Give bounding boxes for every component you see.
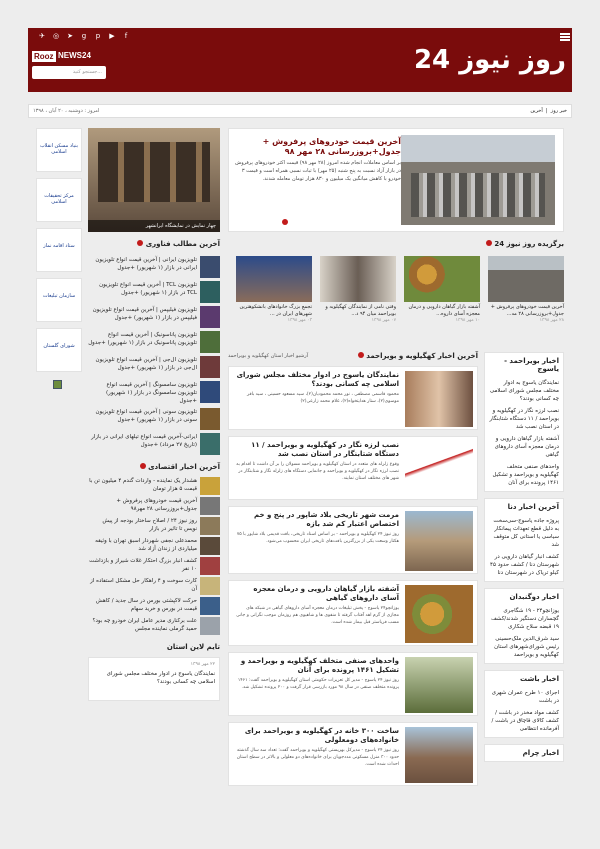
featured-item[interactable] — [236, 256, 312, 323]
featured-title: برگزیده روز نیوز 24 — [228, 240, 564, 248]
news-title: نمایندگان یاسوج در ادوار مختلف مجلس شورای اسلامی چه کسانی بودند؟ — [236, 371, 399, 388]
economy-item[interactable] — [88, 597, 220, 615]
news-title: واحدهای صنفی متخلف کهگیلویه و بویراحمد و تشکیل ۱۴۶۱ پرونده برای آنان — [240, 657, 399, 674]
nav-item-khabar-rooz[interactable]: خبر روز — [550, 108, 567, 114]
tech-item[interactable] — [88, 281, 220, 303]
menu-icon[interactable] — [560, 33, 570, 41]
economy-item-text: آخرین قیمت خودروهای پرفروش + جدول+بروزرسانی ۲۸ مهر۹۸ — [116, 498, 197, 512]
timeline-date: ۲۲ مهر ۱۳۹۸ — [190, 662, 215, 667]
main-news-title: آخرین اخبار کهگیلویه و بویراحمد — [358, 352, 478, 360]
dogonbadan-news-box — [484, 588, 564, 664]
facebook-icon[interactable]: f — [124, 32, 128, 40]
charam-title: اخبار چرام — [522, 749, 559, 757]
tech-title: آخرین مطالب فناوری — [88, 240, 220, 248]
economy-title: آخرین اخبار اقتصادی — [88, 463, 220, 471]
featured-item-date: ۲۸ مهر ۱۳۹۸ — [539, 318, 564, 323]
dena-item[interactable]: کشف انبار گیاهان دارویی در شهرستان دنا / کشف حدود ۴۵ کیلو تریاک در شهرستان دنا — [490, 554, 559, 576]
tech-item[interactable] — [88, 306, 220, 328]
economy-thumb — [200, 577, 220, 595]
ad-banner-2[interactable]: مرکز تحقیقات اسلامی — [36, 178, 82, 222]
economy-item[interactable] — [88, 477, 220, 495]
economy-item[interactable] — [88, 497, 220, 515]
featured-item-title: آشفته بازار گیاهان دارویی و درمان معجزه آسای داروه... — [408, 304, 480, 317]
tech-item[interactable] — [88, 331, 220, 353]
store-photo[interactable] — [88, 128, 220, 232]
ad-banner-5[interactable]: شورای گلستان — [36, 328, 82, 372]
tech-list — [88, 256, 220, 455]
timeline-title: تایم لاین استان — [166, 643, 220, 651]
site-brand[interactable]: روز نیوز 24 — [413, 45, 566, 75]
economy-item-text: هشدار یک نماینده - واردات گندم ۴ میلیون تن با قیمت ۵ هزار تومان — [89, 478, 197, 492]
tech-item[interactable] — [88, 408, 220, 430]
economy-item[interactable] — [88, 617, 220, 635]
dena-title: آخرین اخبار دنا — [507, 503, 559, 511]
ad-banner-3[interactable]: ستاد اقامه نماز — [36, 228, 82, 272]
tech-thumb — [200, 408, 220, 430]
social-links — [38, 32, 130, 40]
news-thumb — [405, 371, 473, 427]
featured-item-date: ۰۷ مهر ۱۳۹۸ — [371, 318, 396, 323]
kb-item[interactable]: نصب لرزه نگار در کهگیلویه و بویراحمد / ۱۱ دستگاه شتابنگار در استان نصب شد — [489, 408, 559, 430]
featured-item-title: تجمع بزرگ خانوادهای بانشکوهترین شهرهای ایران در ... — [239, 304, 312, 317]
charam-news-box — [484, 744, 564, 762]
economy-item-text: علت برکناری مدیر عامل ایران خودرو چه بود؟ حمید گرملی نماینده مجلس — [92, 618, 197, 632]
news-body: روز نیوز ۲۴ کهگیلویه و بویراحمد - بر اساس اسناد تاریخی، بافت قدیمی بلاد شاپور با ۷۵ هکتار وسعت یکی از بزرگترین بافت‌های تاریخی ایران محسوب می‌شود. — [236, 532, 399, 544]
economy-thumb — [200, 597, 220, 615]
main-news-header — [228, 352, 478, 360]
news-body: یوزانچو۲۴ یاسوج - پخش تبلیغات درمان معجزه آسای داروهای گیاهی در شبکه های مجازی از گرم اهد آفتاب گرفته تا منفوی ها و شاهیوی هم روزمان موجب نگرانی و جانی مسب فریاستر قبل بیمار شده است. — [236, 606, 399, 625]
news-card[interactable] — [228, 722, 478, 786]
news-body: محمود قاسمی مصطفی ، نور محمد محمودیان(۲)، سید مسعود حسینی ، سید باقر موسوی(۲)، ستار هدایتخواه(۲)، غلام محمد زارعی(۲) — [246, 392, 399, 404]
featured-item-date: ۰۳ مهر ۱۳۹۸ — [287, 318, 312, 323]
tech-thumb — [200, 256, 220, 278]
kb-item[interactable]: واحدهای صنفی متخلف کهگیلویه و بویراحمد و تشکیل ۱۴۶۱ پرونده برای آنان — [492, 464, 559, 486]
hero-photo[interactable] — [401, 135, 555, 225]
timeline-box — [88, 657, 220, 701]
tech-thumb — [200, 356, 220, 378]
featured-thumb — [320, 256, 396, 302]
news-thumb — [405, 727, 473, 783]
kb-news-box — [484, 352, 564, 492]
left-column — [88, 240, 220, 701]
tech-item[interactable] — [88, 433, 220, 455]
right-sidebar — [484, 352, 564, 762]
ad-banner-4[interactable]: سازمان تبلیغات — [36, 278, 82, 322]
dena-news-box — [484, 498, 564, 582]
economy-item-text: روز نیوز ۲۴ / اصلاح ساختار بودجه از پیش نویس تا تاثیر در بازار — [102, 518, 197, 532]
tech-item-text: ایرانی-آخرین قیمت انواع تیلهای ایرانی در بازار (تاریخ ۲۷ مرداد) +جدول — [91, 434, 197, 448]
news-thumb — [405, 511, 473, 571]
news-body: روز نیوز ۲۴ یاسوج - مدیرکل بهزیستی کهگیلویه و بویراحمد گفت: تعداد سه سال گذشته حدود ۳۰۰ منزل مسکونی مددجویان برای خانواده‌های دو معلولی و بالاتر در سطح استان احداث شده است. — [236, 748, 399, 767]
tech-thumb — [200, 281, 220, 303]
tech-item-text: تلویزیون سونی | آخرین قیمت انواع تلویزیون سونی در بازار (۱ شهریور) +جدول — [95, 409, 197, 423]
news-title: نصب لرزه نگار در کهگیلویه و بویراحمد / ۱۱ دستگاه شتابنگار در استان نصب شد — [251, 441, 399, 458]
ad-banner-1[interactable]: بنیاد مسکن انقلاب اسلامی — [36, 128, 82, 172]
news-card[interactable] — [228, 652, 478, 716]
tech-item-text: تلویزیون ایرانی | آخرین قیمت انواع تلویزیون ایرانی در بازار (۱ شهریور) +جدول — [95, 257, 197, 271]
tech-thumb — [200, 433, 220, 455]
news-card[interactable] — [228, 436, 478, 500]
hero-summary: بر اساس معاملات انجام شده امروز (۲۸ مهر ۹۸) قیمت اکثر خودروهای پرفروش در بازار آزاد نسبت به پنج شنبه (۲۵ مهر) با ثبات نسبی همراه است و قیمت ۳ خودرو با کاهش میانگین یک میلیون و ۸۳۰ هزار تومان معامله شدند. — [235, 160, 401, 182]
economy-thumb — [200, 617, 220, 635]
economy-list — [88, 477, 220, 635]
hero-title[interactable]: آخرین قیمت خودروهای پرفروش + جدول+بروزرسانی ۲۸ مهر ۹۸ — [262, 137, 401, 156]
featured-item-title: وقتی نامی از نمایندگان کهگیلویه و بویراحمد میان ۹۴ د... — [325, 304, 396, 317]
basht-news-box — [484, 670, 564, 738]
featured-item-title: آخرین قیمت خودروهای پرفروش + جدول+بروزرسانی ۲۸ مه... — [490, 304, 564, 317]
tech-item-text: تلویزیون پاناسونیک | آخرین قیمت انواع تلویزیون پاناسونیک در بازار (۱ شهریور) +جدول — [88, 332, 197, 346]
news-title: مرمت شهر تاریخی بلاد شاپور در پنج و خم اختصاص اعتبار کم شد بازه — [254, 511, 399, 528]
featured-item[interactable] — [404, 256, 480, 323]
basht-title: اخبار باشت — [520, 675, 559, 683]
store-front-shape — [98, 142, 210, 202]
news-title: آشفته بازار گیاهان دارویی و درمان معجزه آسای داروهای گیاهی — [253, 585, 399, 602]
nav-item-akharin[interactable]: آخرین — [530, 108, 543, 114]
tech-thumb — [200, 331, 220, 353]
tech-item-text: تلویزیون TCL | آخرین قیمت انواع تلویزیون TCL در بازار (۱ شهریور) +جدول — [99, 282, 197, 296]
telegram-icon[interactable]: ➤ — [67, 32, 73, 40]
tech-item[interactable] — [88, 256, 220, 278]
logo-rooz[interactable]: Rooz — [34, 52, 54, 61]
economy-item[interactable] — [88, 557, 220, 575]
kb-item[interactable]: آشفته بازار گیاهان دارویی و درمان معجزه آسای داروهای گیاهی — [494, 436, 559, 458]
featured-list — [228, 256, 564, 323]
dogonbadan-item[interactable]: سید شرف‌الدین ملک‌حسینی رئیس شورای‌شهر‌های استان کهگیلویه و بویراحمد — [494, 636, 559, 658]
news-body: روز نیوز ۲۴ یاسوج - مدیر کل تعزیرات حکومتی استان کهگیلویه و بویراحمد گفت: ۱۴۶۱ پرونده متخلف صنفی در سال ۹۸ مورد بازرسی قرار گرفت و ۲۰۰ پرونده تشکیل شد. — [237, 678, 399, 690]
tech-item-text: تلویزیون فیلیپس | آخرین قیمت انواع تلویزیون فیلیپس در بازار (۱ شهریور) +جدول — [92, 307, 197, 321]
news-title: ساخت ۳۰۰ خانه در کهگیلویه و بویراحمد برای خانواده‌های دومعلولی — [244, 727, 399, 744]
featured-item-date: ۱۰ مهر ۱۳۹۸ — [455, 318, 480, 323]
instagram-icon[interactable]: ◎ — [52, 32, 60, 40]
economy-item[interactable] — [88, 517, 220, 535]
slider-dot[interactable] — [282, 219, 288, 227]
store-caption: چهار نمایش در نمایشگاه ایرانشهر — [88, 220, 220, 232]
tech-thumb — [200, 306, 220, 328]
youtube-icon[interactable]: ▶ — [109, 32, 115, 40]
nav-date: امروز : دوشنبه ، ۲۰ آبان ، ۱۳۹۸ — [33, 108, 100, 114]
archive-link[interactable]: آرشیو اخبار استان کهگیلویه و بویراحمد — [228, 353, 309, 359]
featured-thumb — [404, 256, 480, 302]
timeline-text[interactable]: نمایندگان یاسوج در ادوار مختلف مجلس شورای اسلامی چه کسانی بودند؟ — [106, 671, 215, 685]
news-card[interactable] — [228, 506, 478, 574]
tech-thumb — [200, 381, 220, 403]
economy-thumb — [200, 557, 220, 575]
news-body: وقوع زلزله های متعدد در استان کهگیلویه و بویراحمد مسولان را بر آن داشت تا اقدام به نصب لرزه نگار در کهگیلویه و بویراحمد و جانمایی دستگاه های زلزله نگار و شتابنگار در شهر های مختلف استان نمایند. — [236, 462, 399, 481]
pinterest-icon[interactable]: p — [95, 32, 101, 40]
ads-column — [36, 128, 82, 389]
featured-thumb — [488, 256, 564, 302]
economy-item-text: حرکت لاکپشتی بورس در سال جدید / کاهش قیمت در بورس و خرید سهام — [95, 598, 197, 612]
economy-thumb — [200, 537, 220, 555]
logo-news24[interactable]: NEWS24 — [58, 51, 91, 60]
top-nav — [28, 104, 572, 118]
search-input[interactable]: جستجو کنید... — [32, 66, 106, 79]
featured-thumb — [236, 256, 312, 302]
main-news — [228, 352, 478, 786]
economy-thumb — [200, 477, 220, 495]
basht-item[interactable]: کشف مواد مخدر در باشت / کشف کالای قاچاق در باشت / آفرمانده انتظامی — [491, 710, 559, 732]
tech-item-text: تلویزیون سامسونگ | آخرین قیمت انواع تلویزیون سامسونگ در بازار (۱ شهریور) +جدول — [106, 382, 197, 404]
news-card[interactable] — [228, 366, 478, 430]
hero-card — [228, 128, 564, 232]
tech-item[interactable] — [88, 381, 220, 405]
kb-title: اخبار بویراحمد - یاسوج — [504, 357, 559, 373]
economy-thumb — [200, 497, 220, 515]
featured-item[interactable] — [488, 256, 564, 323]
basht-item[interactable]: اجرای ۱۰ طرح عمران شهری در باشت — [491, 690, 559, 704]
news-thumb — [405, 441, 473, 497]
dogonbadan-title: اخبار دوگنبدان — [509, 593, 559, 601]
googleplus-icon[interactable]: g — [81, 32, 87, 40]
economy-item-text: کشف انبار بزرگ احتکار غلات شیراز و بازداشت ۱۰ نفر — [89, 558, 197, 572]
news-card[interactable] — [228, 580, 478, 646]
economy-item[interactable] — [88, 577, 220, 595]
economy-thumb — [200, 517, 220, 535]
economy-item[interactable] — [88, 537, 220, 555]
dogonbadan-item[interactable]: یوزانچو۲۴ - ۱۹ شگاجری گچساران دستگیر شدند/کشف ۱۹ قبضه سلاح شکاری — [491, 608, 559, 630]
twitter-icon[interactable]: ✈ — [39, 32, 45, 40]
cars-shape — [411, 173, 545, 217]
featured-section — [228, 240, 564, 323]
tech-item[interactable] — [88, 356, 220, 378]
news-thumb — [405, 657, 473, 713]
small-ad-icon[interactable] — [53, 380, 62, 389]
news-thumb — [405, 585, 473, 643]
dena-item[interactable]: پروژه جاده یاسوج-سی‌سخت به دلیل قطع تعهدات پیمانکار سیاسی یا استانی کل متوقف شد — [493, 518, 559, 548]
featured-item[interactable] — [320, 256, 396, 323]
economy-item-text: کارت سوخت و ۴ راهکار حل مشکل استفاده از آن — [90, 578, 197, 592]
economy-item-text: محمدعلی نجفی شهردار اسبق تهران با وثیقه میلیاردی از زندان آزاد شد — [95, 538, 197, 552]
nav-links: خبر روز | آخرین — [530, 108, 567, 114]
kb-item[interactable]: نمایندگان یاسوج به ادوار مختلف مجلس شورای اسلامی چه کسانی بودند؟ — [489, 380, 559, 402]
tech-item-text: تلویزیون ال‌جی | آخرین قیمت انواع تلویزیون ال‌جی در بازار (۱ شهریور) +جدول — [95, 357, 197, 371]
